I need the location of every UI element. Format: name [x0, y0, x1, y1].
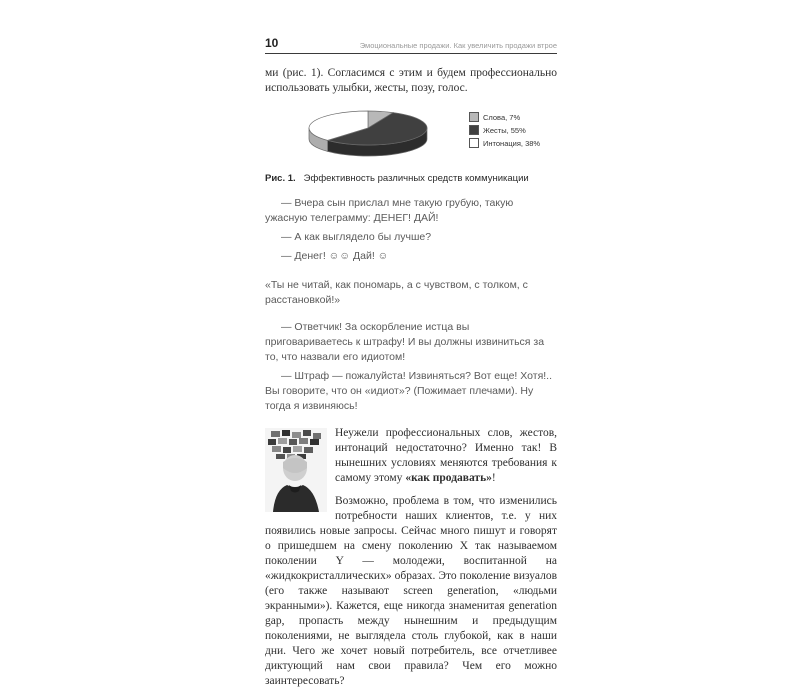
- page-number: 10: [265, 36, 279, 50]
- closing-paragraph: Возможно, проблема в том, что изменились потребности наших клиентов, т.е. у них появились новые запросы. Сейчас много пишут и говорят о пришедшем на смену поколению X так называемом поколении Y — молодежи, воспитанной на «жидкокристаллических» образах. Это поколение визуалов (его также называют screen generation, «людьми экранными»). Кажется, еще никогда знаменитая generation gap, пропасть между нынешним и предыдущим поколениями, не выглядела столь глубокой, как в наши дни. Чего же хочет новый потребитель, все отчетливее диктующий нам свои правила? Чем его можно заинтересовать?: [265, 495, 557, 687]
- legend-swatch-slova: [469, 112, 479, 122]
- figure-caption-label: Рис. 1.: [265, 173, 296, 184]
- running-title: Эмоциональные продажи. Как увеличить продажи втрое: [359, 41, 557, 50]
- dialogue-line: — Штраф — пожалуйста! Извиняться? Вот еще! Хотя!.. Вы говорите, что он «идиот»? (Пожимает плечами). Ну тогда я извиняюсь!: [265, 370, 553, 412]
- figure-caption: [265, 173, 557, 184]
- dialogue-line: — Ответчик! За оскорбление истца вы приговариваетесь к штрафу! И вы должны извиниться за то, что назвали его идиотом!: [265, 321, 545, 363]
- figure-caption-text: Эффективность различных средств коммуникации: [303, 173, 529, 184]
- legend-swatch-intonatsiya: [469, 138, 479, 148]
- dialogue-line: — А как выглядело бы лучше?: [281, 231, 432, 243]
- main-paragraph-text: Неужели профессиональных слов, жестов, интонаций недостаточно? Именно так! В нынешних условиях меняются требования к самому этому: [335, 427, 557, 484]
- figure-pie-chart: [265, 106, 557, 167]
- pie-chart: [307, 106, 431, 167]
- dialogue-line: — Вчера сын прислал мне такую грубую, такую ужасную телеграмму: ДЕНЕГ! ДАЙ!: [265, 197, 514, 224]
- main-paragraph-text: !: [491, 472, 496, 484]
- dialogue-court: [265, 320, 557, 414]
- legend-label: Интонация, 38%: [483, 138, 541, 148]
- boy-collage-photo-graphic: [265, 428, 327, 512]
- legend-swatch-zhesty: [469, 125, 479, 135]
- quote-line: «Ты не читай, как пономарь, а с чувством, с толком, с расстановкой!»: [265, 279, 528, 306]
- book-page: [265, 0, 557, 689]
- legend-label: Жесты, 55%: [483, 125, 526, 135]
- main-paragraph-bold: «как продавать»: [405, 472, 492, 484]
- legend-label: Слова, 7%: [483, 112, 521, 122]
- dialogue-line: — Денег! ☺☺ Дай! ☺: [281, 250, 389, 262]
- chart-legend: [469, 112, 540, 151]
- boy-collage-photo: [265, 428, 327, 512]
- pie-chart-graphic: [307, 106, 431, 162]
- legend-item: [469, 112, 540, 122]
- legend-item: [469, 138, 540, 148]
- page-header: [265, 36, 557, 54]
- dialogue-telegram: [265, 196, 557, 264]
- legend-item: [469, 125, 540, 135]
- intro-paragraph: ми (рис. 1). Согласимся с этим и будем профессионально использовать улыбки, жесты, позу, голос.: [265, 67, 557, 94]
- photo-text-section: [265, 426, 557, 689]
